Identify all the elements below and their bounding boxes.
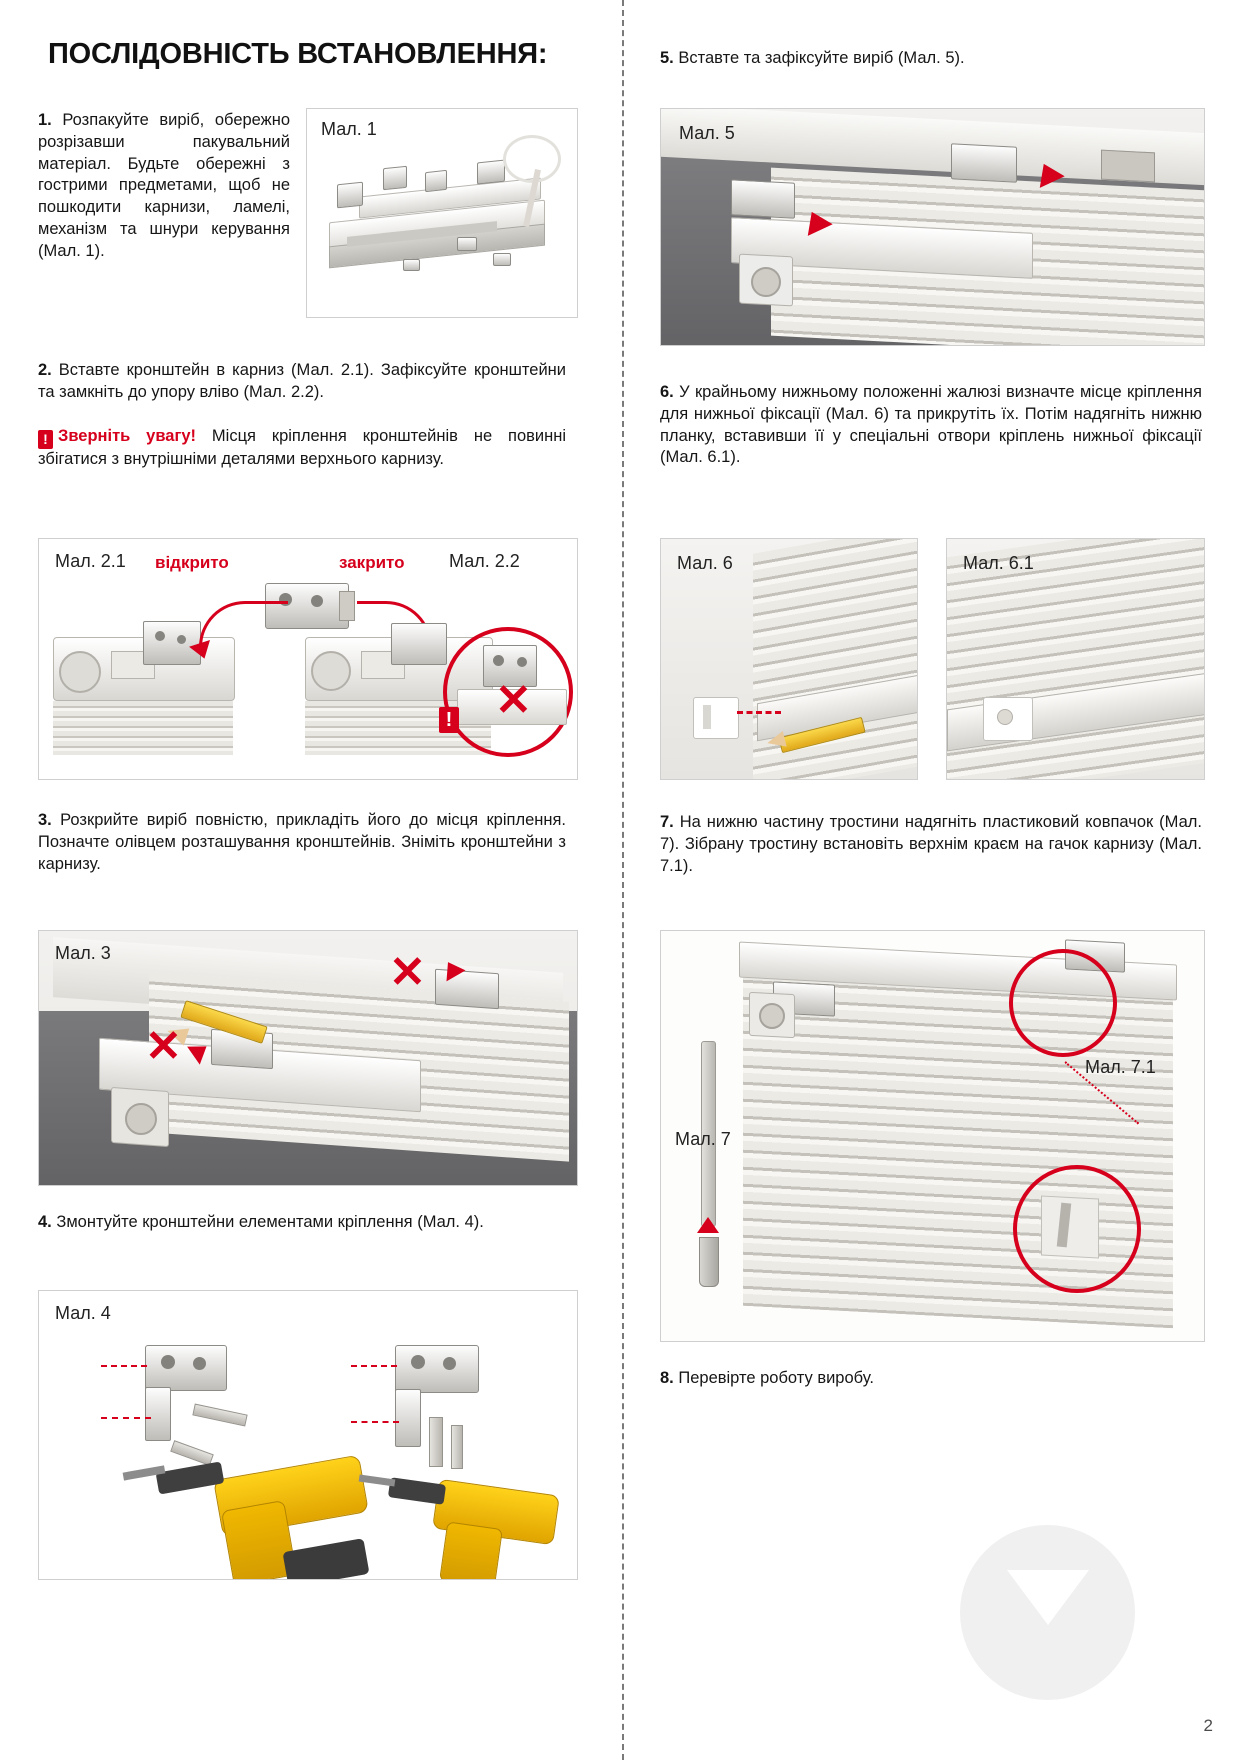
step-1-paragraph bbox=[38, 110, 290, 262]
step-2-text: Вставте кронштейн в карниз (Мал. 2.1). Зафіксуйте кронштейни та замкніть до упору вліво (Мал. 2.2). bbox=[38, 361, 566, 401]
step-4-paragraph bbox=[38, 1212, 566, 1234]
figure-4-label: Мал. 4 bbox=[55, 1303, 111, 1323]
step-6-paragraph bbox=[660, 382, 1202, 469]
step-5-number: 5. bbox=[660, 49, 674, 67]
step-7-number: 7. bbox=[660, 813, 674, 831]
step-8-paragraph bbox=[660, 1368, 1202, 1390]
figure-2: Мал. 2.1 відкрито закрито Мал. 2.2 ✕ ! bbox=[38, 538, 578, 780]
page-number: 2 bbox=[1203, 1716, 1213, 1735]
figure-1-label: Мал. 1 bbox=[321, 119, 377, 139]
step-6-number: 6. bbox=[660, 383, 674, 401]
step-8-number: 8. bbox=[660, 1369, 674, 1387]
step-1-text: Розпакуйте виріб, обережно розрізавши пакувальний матеріал. Будьте обережні з гострими предметами, щоб не пошкодити карнизи, ламелі, механізм та шнури керування (Мал. 1). bbox=[38, 111, 290, 260]
figure-2-closed-label: закрито bbox=[339, 553, 405, 572]
step-1-number: 1. bbox=[38, 111, 52, 129]
step-2-attention bbox=[38, 426, 566, 471]
step-5-text: Вставте та зафіксуйте виріб (Мал. 5). bbox=[678, 49, 965, 67]
figure-5 bbox=[660, 108, 1205, 346]
warning-icon: ! bbox=[38, 430, 53, 449]
figure-5-label: Мал. 5 bbox=[679, 123, 735, 143]
step-8-text: Перевірте роботу виробу. bbox=[678, 1369, 874, 1387]
figure-6-1-label: Мал. 6.1 bbox=[963, 553, 1034, 573]
attention-text: Місця кріплення кронштейнів не повинні збігатися з внутрішніми деталями верхнього карнизу. bbox=[38, 427, 567, 468]
step-2-number: 2. bbox=[38, 361, 52, 379]
step-6-text: У крайньому нижньому положенні жалюзі визначте місце кріплення для нижньої фіксації (Мал. 6) та прикрутіть їх. Потім надягніть нижню планку, вставивши її у спеціальні отвори кріплень нижньої фіксації (Мал. 6.1). bbox=[660, 383, 1202, 467]
figure-6-label: Мал. 6 bbox=[677, 553, 733, 573]
figure-3: Мал. 3 ✕ ✕ bbox=[38, 930, 578, 1186]
figure-7-label: Мал. 7 bbox=[675, 1129, 731, 1149]
step-2-paragraph bbox=[38, 360, 566, 404]
figure-3-label: Мал. 3 bbox=[55, 943, 111, 963]
column-divider bbox=[622, 0, 624, 1760]
page-title: ПОСЛІДОВНІСТЬ ВСТАНОВЛЕННЯ: bbox=[48, 38, 548, 70]
figure-2-2-label: Мал. 2.2 bbox=[449, 551, 520, 571]
figure-7 bbox=[660, 930, 1205, 1342]
step-3-paragraph bbox=[38, 810, 566, 875]
figure-2-open-label: відкрито bbox=[155, 553, 229, 572]
watermark bbox=[960, 1525, 1135, 1700]
step-5-paragraph bbox=[660, 48, 1200, 70]
step-4-text: Змонтуйте кронштейни елементами кріплення (Мал. 4). bbox=[56, 1213, 484, 1231]
figure-4 bbox=[38, 1290, 578, 1580]
attention-label: Зверніть увагу! bbox=[58, 427, 197, 445]
figure-2-warning-mark: ! bbox=[439, 707, 459, 733]
figure-6 bbox=[660, 538, 918, 780]
figure-1 bbox=[306, 108, 578, 318]
figure-2-1-label: Мал. 2.1 bbox=[55, 551, 126, 571]
step-3-number: 3. bbox=[38, 811, 52, 829]
figure-6-1 bbox=[946, 538, 1205, 780]
step-7-text: На нижню частину тростини надягніть пластиковий ковпачок (Мал. 7). Зібрану тростину встановіть верхнім краєм на гачок карнизу (Мал. 7.1). bbox=[660, 813, 1202, 875]
step-7-paragraph bbox=[660, 812, 1202, 877]
step-3-text: Розкрийте виріб повністю, прикладіть його до місця кріплення. Позначте олівцем розташування кронштейнів. Зніміть кронштейни з карнизу. bbox=[38, 811, 566, 873]
step-4-number: 4. bbox=[38, 1213, 52, 1231]
figure-7-1-label: Мал. 7.1 bbox=[1085, 1057, 1156, 1077]
